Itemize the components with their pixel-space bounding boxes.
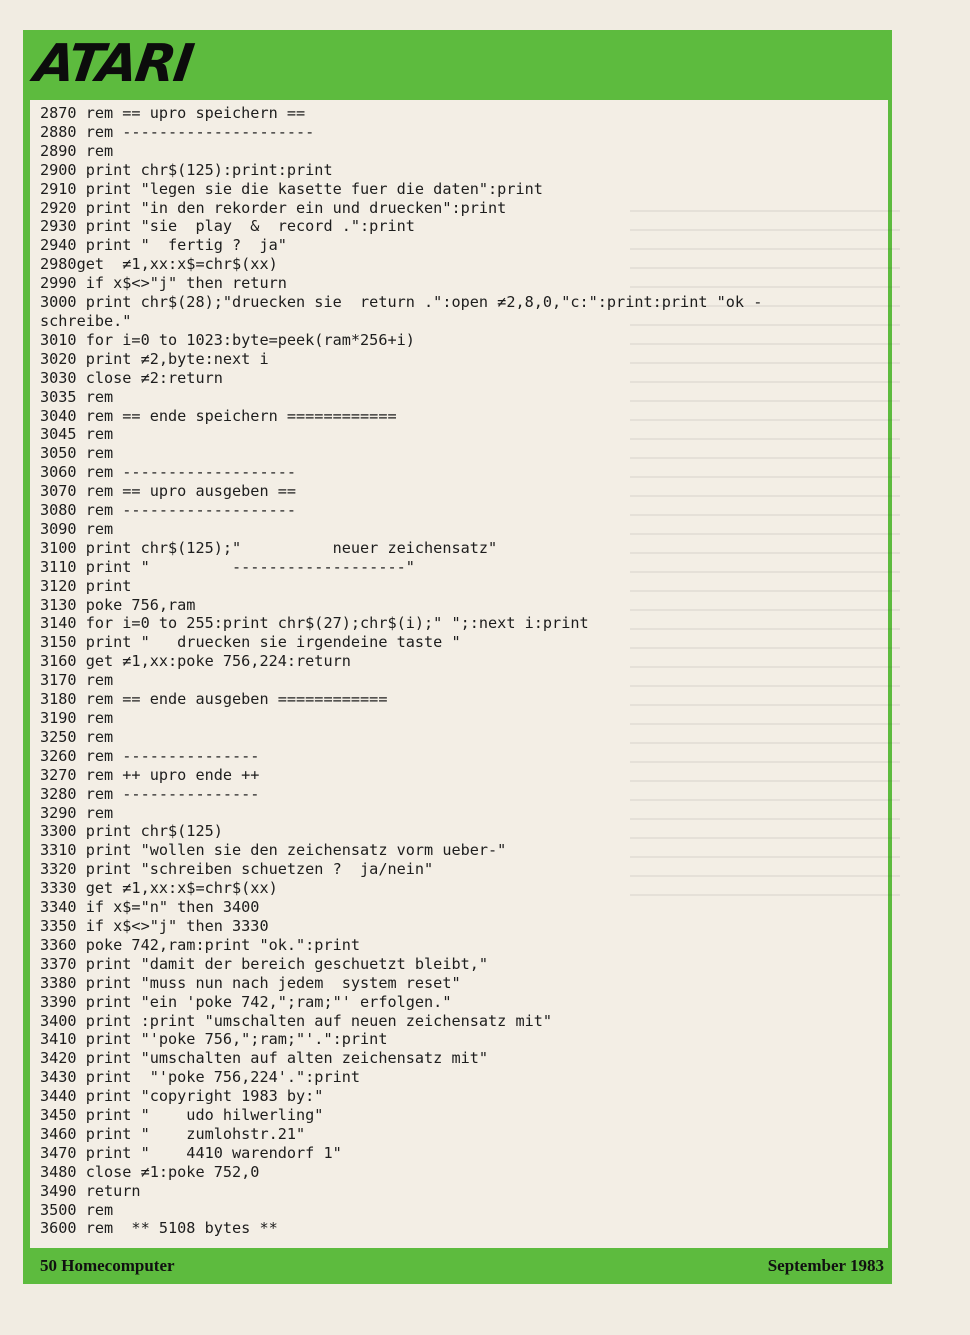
code-line: 3310 print "wollen sie den zeichensatz vorm ueber-" [40,841,507,860]
code-line: 3300 print chr$(125) [40,822,223,841]
code-line: 3360 poke 742,ram:print "ok.":print [40,935,361,954]
code-line: 3020 print ≠2,byte:next i [40,349,269,368]
code-line: 3380 print "muss nun nach jedem system reset" [40,973,461,992]
code-line: 3170 rem [40,671,114,690]
code-line: 3030 close ≠2:return [40,368,223,387]
code-line: 3120 print [40,576,132,595]
code-line: 3330 get ≠1,xx:x$=chr$(xx) [40,879,278,898]
code-line: 2890 rem [40,141,114,160]
footer-issue-date: September 1983 [767,1256,884,1275]
footer-page-and-magazine: 50 Homecomputer [40,1256,175,1275]
code-line: 3080 rem ------------------- [40,501,297,520]
code-line: 2990 if x$<>"j" then return [40,274,287,293]
code-line: 3390 print "ein 'poke 742,";ram;"' erfolgen." [40,992,452,1011]
code-line: 3110 print " -------------------" [40,557,415,576]
code-line: 3010 for i=0 to 1023:byte=peek(ram*256+i) [40,330,415,349]
listing-panel [30,100,888,1248]
atari-brand-logo: ATARI [30,34,196,94]
code-line: 3480 close ≠1:poke 752,0 [40,1162,260,1181]
code-line: 3500 rem [40,1200,114,1219]
code-line: 3160 get ≠1,xx:poke 756,224:return [40,652,351,671]
page-footer [30,1252,888,1280]
code-line: 3070 rem == upro ausgeben == [40,482,297,501]
code-line: 2880 rem --------------------- [40,122,315,141]
code-line: 2920 print "in den rekorder ein und druecken":print [40,198,507,217]
code-line: 3270 rem ++ upro ende ++ [40,765,260,784]
code-line: 3440 print "copyright 1983 by:" [40,1087,324,1106]
code-line: 2930 print "sie play & record .":print [40,217,415,236]
code-line: 3000 print chr$(28);"druecken sie return .":open ≠2,8,0,"c:":print:print "ok - [40,293,763,312]
code-line: 3410 print "'poke 756,";ram;"'.":print [40,1030,388,1049]
code-line: 3370 print "damit der bereich geschuetzt bleibt," [40,954,489,973]
code-line: 3035 rem [40,387,114,406]
code-line: 3490 return [40,1181,141,1200]
code-line: 3190 rem [40,709,114,727]
code-line: 2910 print "legen sie die kasette fuer die daten":print [40,179,543,198]
code-line: 3290 rem [40,803,114,822]
code-line: 3320 print "schreiben schuetzen ? ja/nein" [40,860,434,879]
code-line: 3045 rem [40,425,114,444]
code-line: 3460 print " zumlohstr.21" [40,1124,306,1143]
code-line: 3050 rem [40,444,114,463]
code-line: 2900 print chr$(125):print:print [40,160,333,179]
code-line: 3470 print " 4410 warendorf 1" [40,1143,342,1162]
code-line: 3450 print " udo hilwerling" [40,1106,324,1125]
code-line: 3250 rem [40,727,114,746]
code-line: 3260 rem --------------- [40,746,260,765]
code-line: 3100 print chr$(125);" neuer zeichensatz" [40,538,498,557]
code-listing [40,104,884,1238]
code-line: 3340 if x$="n" then 3400 [40,898,260,917]
code-line: 3060 rem ------------------- [40,463,297,482]
code-line: 3400 print :print "umschalten auf neuen zeichensatz mit" [40,1011,553,1030]
code-line: schreibe." [40,311,132,330]
code-line: 3430 print "'poke 756,224'.":print [40,1068,361,1087]
code-line: 3090 rem [40,519,114,538]
code-line: 3180 rem == ende ausgeben ============ [40,690,388,709]
code-line: 2870 rem == upro speichern == [40,104,306,122]
code-line: 3150 print " druecken sie irgendeine taste " [40,633,461,652]
code-line: 3350 if x$<>"j" then 3330 [40,916,269,935]
code-line: 3140 for i=0 to 255:print chr$(27);chr$(i);" ";:next i:print [40,614,589,633]
code-line: 2940 print " fertig ? ja" [40,236,287,255]
code-line: 3600 rem ** 5108 bytes ** [40,1219,278,1238]
code-line: 3280 rem --------------- [40,784,260,803]
code-line: 3040 rem == ende speichern ============ [40,406,397,425]
code-line: 3130 poke 756,ram [40,595,196,614]
code-line: 2980get ≠1,xx:x$=chr$(xx) [40,255,278,274]
code-line: 3420 print "umschalten auf alten zeichensatz mit" [40,1049,489,1068]
